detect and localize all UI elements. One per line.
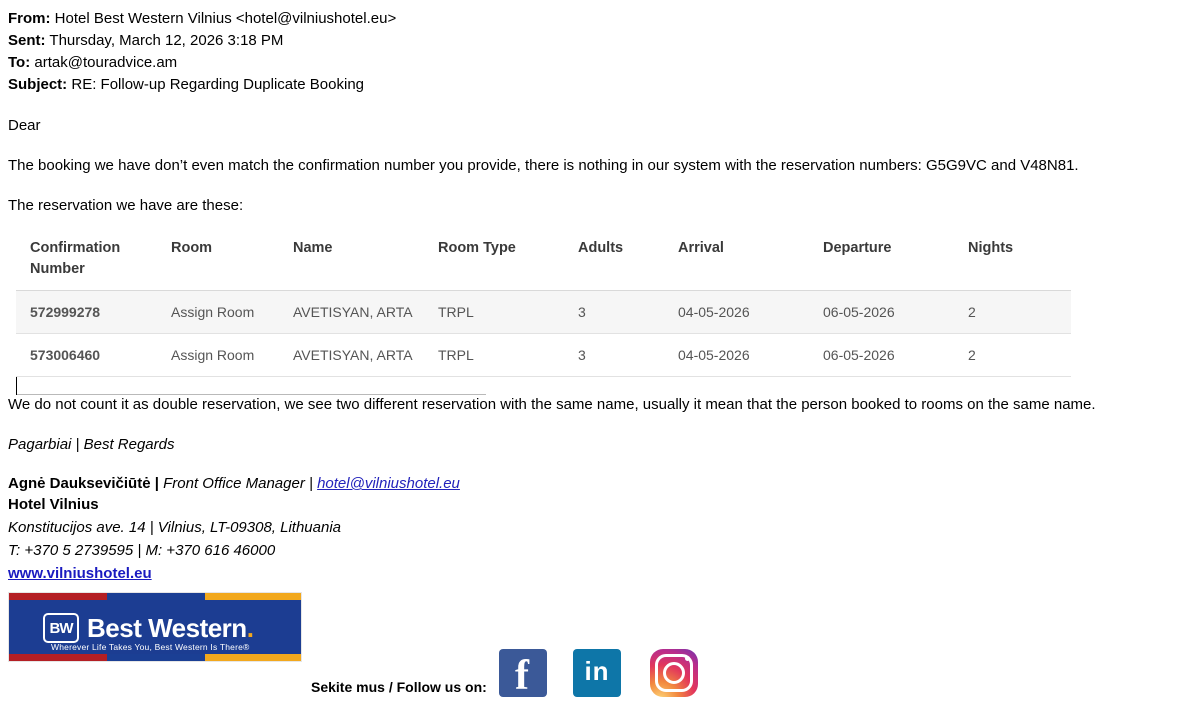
regards-line: Pagarbiai | Best Regards <box>8 436 175 453</box>
column-header-name: Name <box>293 232 438 291</box>
cell-room-type: TRPL <box>438 291 578 334</box>
cell-guest-name: AVETISYAN, ARTA <box>293 334 438 377</box>
cell-guest-name: AVETISYAN, ARTA <box>293 291 438 334</box>
cell-confirmation-number: 573006460 <box>16 334 171 377</box>
from-value: Hotel Best Western Vilnius <hotel@vilniushotel.eu> <box>54 10 397 27</box>
logo-bottom-stripe <box>9 654 302 661</box>
best-western-crown-icon: BW <box>43 613 79 643</box>
assign-room-link[interactable]: Assign Room <box>171 291 293 334</box>
best-western-logo <box>8 592 302 662</box>
logo-brand-text <box>87 613 253 644</box>
signature-separator-2: | <box>304 475 318 492</box>
column-header-adults: Adults <box>578 232 678 291</box>
sent-value: Thursday, March 12, 2026 3:18 PM <box>49 32 284 49</box>
to-label: To: <box>8 54 31 71</box>
facebook-glyph: f <box>515 653 529 699</box>
signature-phones: T: +370 5 2739595 | M: +370 616 46000 <box>8 542 276 559</box>
table-header-row <box>16 232 1071 291</box>
signature-block <box>8 475 1196 586</box>
linkedin-glyph: in <box>584 656 610 686</box>
logo-tagline: Wherever Life Takes You, Best Western Is There® <box>51 642 250 652</box>
signature-role: Front Office Manager <box>163 475 305 492</box>
column-header-nights: Nights <box>968 232 1071 291</box>
sent-label: Sent: <box>8 32 46 49</box>
column-header-confirmation-number: Confirmation Number <box>16 232 171 291</box>
to-value: artak@touradvice.am <box>34 54 178 71</box>
subject-label: Subject: <box>8 76 68 93</box>
cell-nights: 2 <box>968 334 1071 377</box>
linkedin-icon[interactable] <box>573 649 621 697</box>
reservation-table-wrapper <box>16 232 1071 377</box>
body-paragraph-1: The booking we have don’t even match the confirmation number you provide, there is nothing in our system with the reservation numbers: G5G9VC and V48N81. <box>8 157 1079 174</box>
cell-arrival: 04-05-2026 <box>678 291 823 334</box>
body-paragraph-3: We do not count it as double reservation, we see two different reservation with the same name, usually it mean that the person booked to rooms on the same name. <box>8 396 1096 413</box>
follow-us-row <box>311 655 1051 713</box>
cell-departure: 06-05-2026 <box>823 334 968 377</box>
follow-us-label: Sekite mus / Follow us on: <box>311 679 487 695</box>
cell-nights: 2 <box>968 291 1071 334</box>
cell-room-type: TRPL <box>438 334 578 377</box>
signature-name: Agnė Dauksevičiūtė <box>8 475 151 492</box>
logo-brand-dot: . <box>246 612 254 643</box>
instagram-dot <box>685 656 690 661</box>
cell-adults: 3 <box>578 334 678 377</box>
greeting: Dear <box>8 117 41 134</box>
body-paragraph-2: The reservation we have are these: <box>8 197 244 214</box>
facebook-icon[interactable] <box>499 649 547 697</box>
email-sent-line <box>8 30 1196 52</box>
from-label: From: <box>8 10 51 27</box>
column-header-arrival: Arrival <box>678 232 823 291</box>
signature-separator-1: | <box>150 475 164 492</box>
signature-website-link[interactable]: www.vilniushotel.eu <box>8 565 152 582</box>
cell-confirmation-number: 572999278 <box>16 291 171 334</box>
instagram-lens <box>663 662 685 684</box>
text-cursor-line <box>16 377 486 395</box>
table-row <box>16 334 1071 377</box>
signature-address: Konstitucijos ave. 14 | Vilnius, LT-09308, Lithuania <box>8 519 342 536</box>
email-to-line <box>8 52 1196 74</box>
subject-value: RE: Follow-up Regarding Duplicate Booking <box>71 76 365 93</box>
column-header-room-type: Room Type <box>438 232 578 291</box>
cell-arrival: 04-05-2026 <box>678 334 823 377</box>
email-from-line <box>8 8 1196 30</box>
cell-departure: 06-05-2026 <box>823 291 968 334</box>
assign-room-link[interactable]: Assign Room <box>171 334 293 377</box>
column-header-room: Room <box>171 232 293 291</box>
email-header <box>8 8 1196 96</box>
email-subject-line <box>8 74 1196 96</box>
signature-hotel: Hotel Vilnius <box>8 496 99 513</box>
logo-brand-label: Best Western <box>87 612 247 643</box>
column-header-departure: Departure <box>823 232 968 291</box>
reservation-table <box>16 232 1071 377</box>
cell-adults: 3 <box>578 291 678 334</box>
signature-email-link[interactable]: hotel@vilniushotel.eu <box>317 475 460 492</box>
table-row <box>16 291 1071 334</box>
instagram-icon[interactable] <box>650 649 698 697</box>
logo-top-stripe <box>9 593 302 600</box>
signature-line-1 <box>8 475 1196 493</box>
